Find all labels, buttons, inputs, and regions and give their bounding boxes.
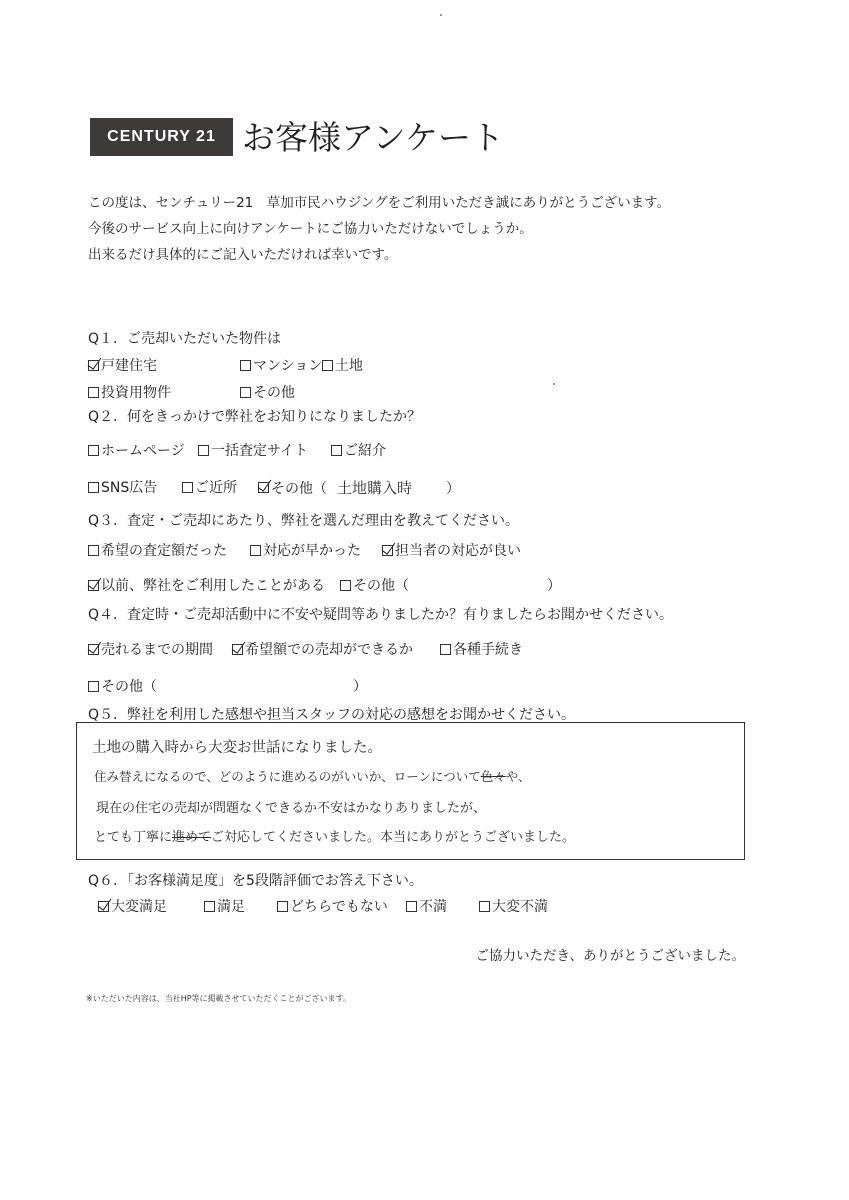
q5-answer-line-3: 現在の住宅の売却が問題なくできるか不安はかなりありましたが、 xyxy=(96,801,487,816)
q5-line-2-struck: 色々 xyxy=(480,769,506,784)
checkbox[interactable] xyxy=(406,901,417,912)
checkbox[interactable] xyxy=(277,901,288,912)
option-label: その他 xyxy=(253,385,295,401)
q2-label: Q２．何をきっかけで弊社をお知りになりましたか？ xyxy=(88,409,422,425)
option-label: ホームページ xyxy=(101,443,185,459)
close-paren: ） xyxy=(547,578,561,594)
option-label: マンション xyxy=(253,358,323,374)
q2-option-referral[interactable] xyxy=(331,440,386,460)
q3-option-fast-response[interactable] xyxy=(250,540,361,560)
option-label: その他（ xyxy=(101,679,157,695)
q4-option-selling-period[interactable] xyxy=(88,639,213,659)
q4-option-desired-price-sale[interactable] xyxy=(232,639,413,659)
q2-other-handwritten: 土地購入時 xyxy=(337,479,413,497)
q2-option-bulk-appraisal[interactable] xyxy=(198,440,308,460)
q5-answer-line-4 xyxy=(94,826,575,845)
checkbox[interactable] xyxy=(88,545,99,556)
q6-option-dissatisfied[interactable] xyxy=(406,896,447,916)
checkbox[interactable] xyxy=(198,445,209,456)
option-label: 投資用物件 xyxy=(101,385,171,401)
q1-option-other[interactable] xyxy=(240,382,295,402)
q3-option-good-staff[interactable] xyxy=(382,540,521,560)
q1-option-investment[interactable] xyxy=(88,382,171,402)
q6-option-very-satisfied[interactable] xyxy=(98,896,167,916)
q4-option-procedures[interactable] xyxy=(440,639,523,659)
q5-answer-line-1: 土地の購入時から大変お世話になりました。 xyxy=(92,740,382,756)
checkbox[interactable] xyxy=(340,580,351,591)
q4-option-other[interactable] xyxy=(88,676,367,696)
q5-line-2-tail: や、 xyxy=(505,769,531,784)
q1-option-mansion[interactable] xyxy=(240,355,322,375)
q6-label: Q６．「お客様満足度」を5段階評価でお答え下さい。 xyxy=(88,873,423,889)
checkbox[interactable] xyxy=(479,901,490,912)
option-label: 満足 xyxy=(217,899,245,915)
q3-option-other[interactable] xyxy=(340,575,561,595)
checkbox[interactable] xyxy=(88,360,99,371)
option-label: 希望額での売却ができるか xyxy=(245,642,413,658)
scan-speck xyxy=(440,14,442,16)
q6-option-very-dissatisfied[interactable] xyxy=(479,896,548,916)
option-label: 戸建住宅 xyxy=(101,358,157,374)
q6-option-neutral[interactable] xyxy=(277,896,388,916)
checkbox[interactable] xyxy=(88,445,99,456)
option-label: その他（ xyxy=(271,480,327,497)
option-label: 担当者の対応が良い xyxy=(395,543,521,559)
q5-line-4-text: とても丁寧に xyxy=(94,830,173,845)
checkbox[interactable] xyxy=(322,360,333,371)
scan-speck xyxy=(553,383,555,385)
checkbox[interactable] xyxy=(204,901,215,912)
thanks-message: ご協力いただき、ありがとうございました。 xyxy=(475,948,745,964)
checkbox[interactable] xyxy=(258,482,269,493)
intro-line-1: この度は、センチュリー21 草加市民ハウジングをご利用いただき誠にありがとうございます。 xyxy=(88,195,671,211)
option-label: 不満 xyxy=(419,899,447,915)
checkbox[interactable] xyxy=(88,482,99,493)
checkbox[interactable] xyxy=(232,644,243,655)
close-paren: ） xyxy=(353,679,367,695)
option-label: ご近所 xyxy=(195,480,237,496)
option-label: SNS広告 xyxy=(101,480,158,496)
checkbox[interactable] xyxy=(250,545,261,556)
checkbox[interactable] xyxy=(382,545,393,556)
option-label: どちらでもない xyxy=(290,899,388,915)
q5-line-4-struck: 進めて xyxy=(172,830,212,845)
footnote: ※いただいた内容は、当社HP等に掲載させていただくことがございます。 xyxy=(86,994,351,1003)
option-label: 一括査定サイト xyxy=(211,443,309,459)
checkbox[interactable] xyxy=(88,387,99,398)
option-label: 大変不満 xyxy=(492,899,548,915)
checkbox[interactable] xyxy=(240,387,251,398)
q2-option-other[interactable] xyxy=(258,477,460,498)
q1-option-land[interactable] xyxy=(322,355,363,375)
option-label: 希望の査定額だった xyxy=(101,543,227,559)
checkbox[interactable] xyxy=(182,482,193,493)
century21-logo xyxy=(90,118,233,156)
option-label: その他（ xyxy=(353,578,409,594)
checkbox[interactable] xyxy=(240,360,251,371)
option-label: 売れるまでの期間 xyxy=(101,642,213,658)
option-label: 土地 xyxy=(335,358,363,374)
checkbox[interactable] xyxy=(88,644,99,655)
checkbox[interactable] xyxy=(98,901,109,912)
checkbox[interactable] xyxy=(88,681,99,692)
checkbox[interactable] xyxy=(331,445,342,456)
q5-answer-line-2 xyxy=(94,767,531,785)
q5-label: Q５．弊社を利用した感想や担当スタッフの対応の感想をお聞かせください。 xyxy=(88,707,576,723)
q5-line-2-text: 住み替えになるので、どのように進めるのがいいか、ローンについて xyxy=(94,769,481,784)
checkbox[interactable] xyxy=(88,580,99,591)
q2-option-sns[interactable] xyxy=(88,477,157,497)
q1-option-detached-house[interactable] xyxy=(88,355,157,375)
q3-option-desired-price[interactable] xyxy=(88,540,227,560)
option-label: 対応が早かった xyxy=(263,543,361,559)
option-label: ご紹介 xyxy=(344,443,386,459)
checkbox[interactable] xyxy=(440,644,451,655)
option-label: 大変満足 xyxy=(111,899,167,915)
q3-label: Q３．査定・ご売却にあたり、弊社を選んだ理由を教えてください。 xyxy=(88,513,520,529)
q6-option-satisfied[interactable] xyxy=(204,896,245,916)
intro-line-2: 今後のサービス向上に向けアンケートにご協力いただけないでしょうか。 xyxy=(88,221,533,237)
q3-option-used-before[interactable] xyxy=(88,575,325,595)
logo-text: CENTURY 21 xyxy=(107,128,216,145)
q5-line-4-tail: ご対応してくださいました。本当にありがとうございました。 xyxy=(211,830,576,845)
option-label: 以前、弊社をご利用したことがある xyxy=(101,578,325,594)
intro-line-3: 出来るだけ具体的にご記入いただければ幸いです。 xyxy=(88,247,398,263)
q4-label: Q４．査定時・ご売却活動中に不安や疑問等ありましたか？有りましたらお聞かせください。 xyxy=(88,607,674,623)
q1-label: Q１．ご売却いただいた物件は xyxy=(88,331,282,347)
close-paren: ） xyxy=(446,480,461,497)
q2-option-homepage[interactable] xyxy=(88,440,185,460)
page-title: お客様アンケート xyxy=(242,118,505,157)
option-label: 各種手続き xyxy=(453,642,523,658)
q2-option-neighborhood[interactable] xyxy=(182,477,237,497)
